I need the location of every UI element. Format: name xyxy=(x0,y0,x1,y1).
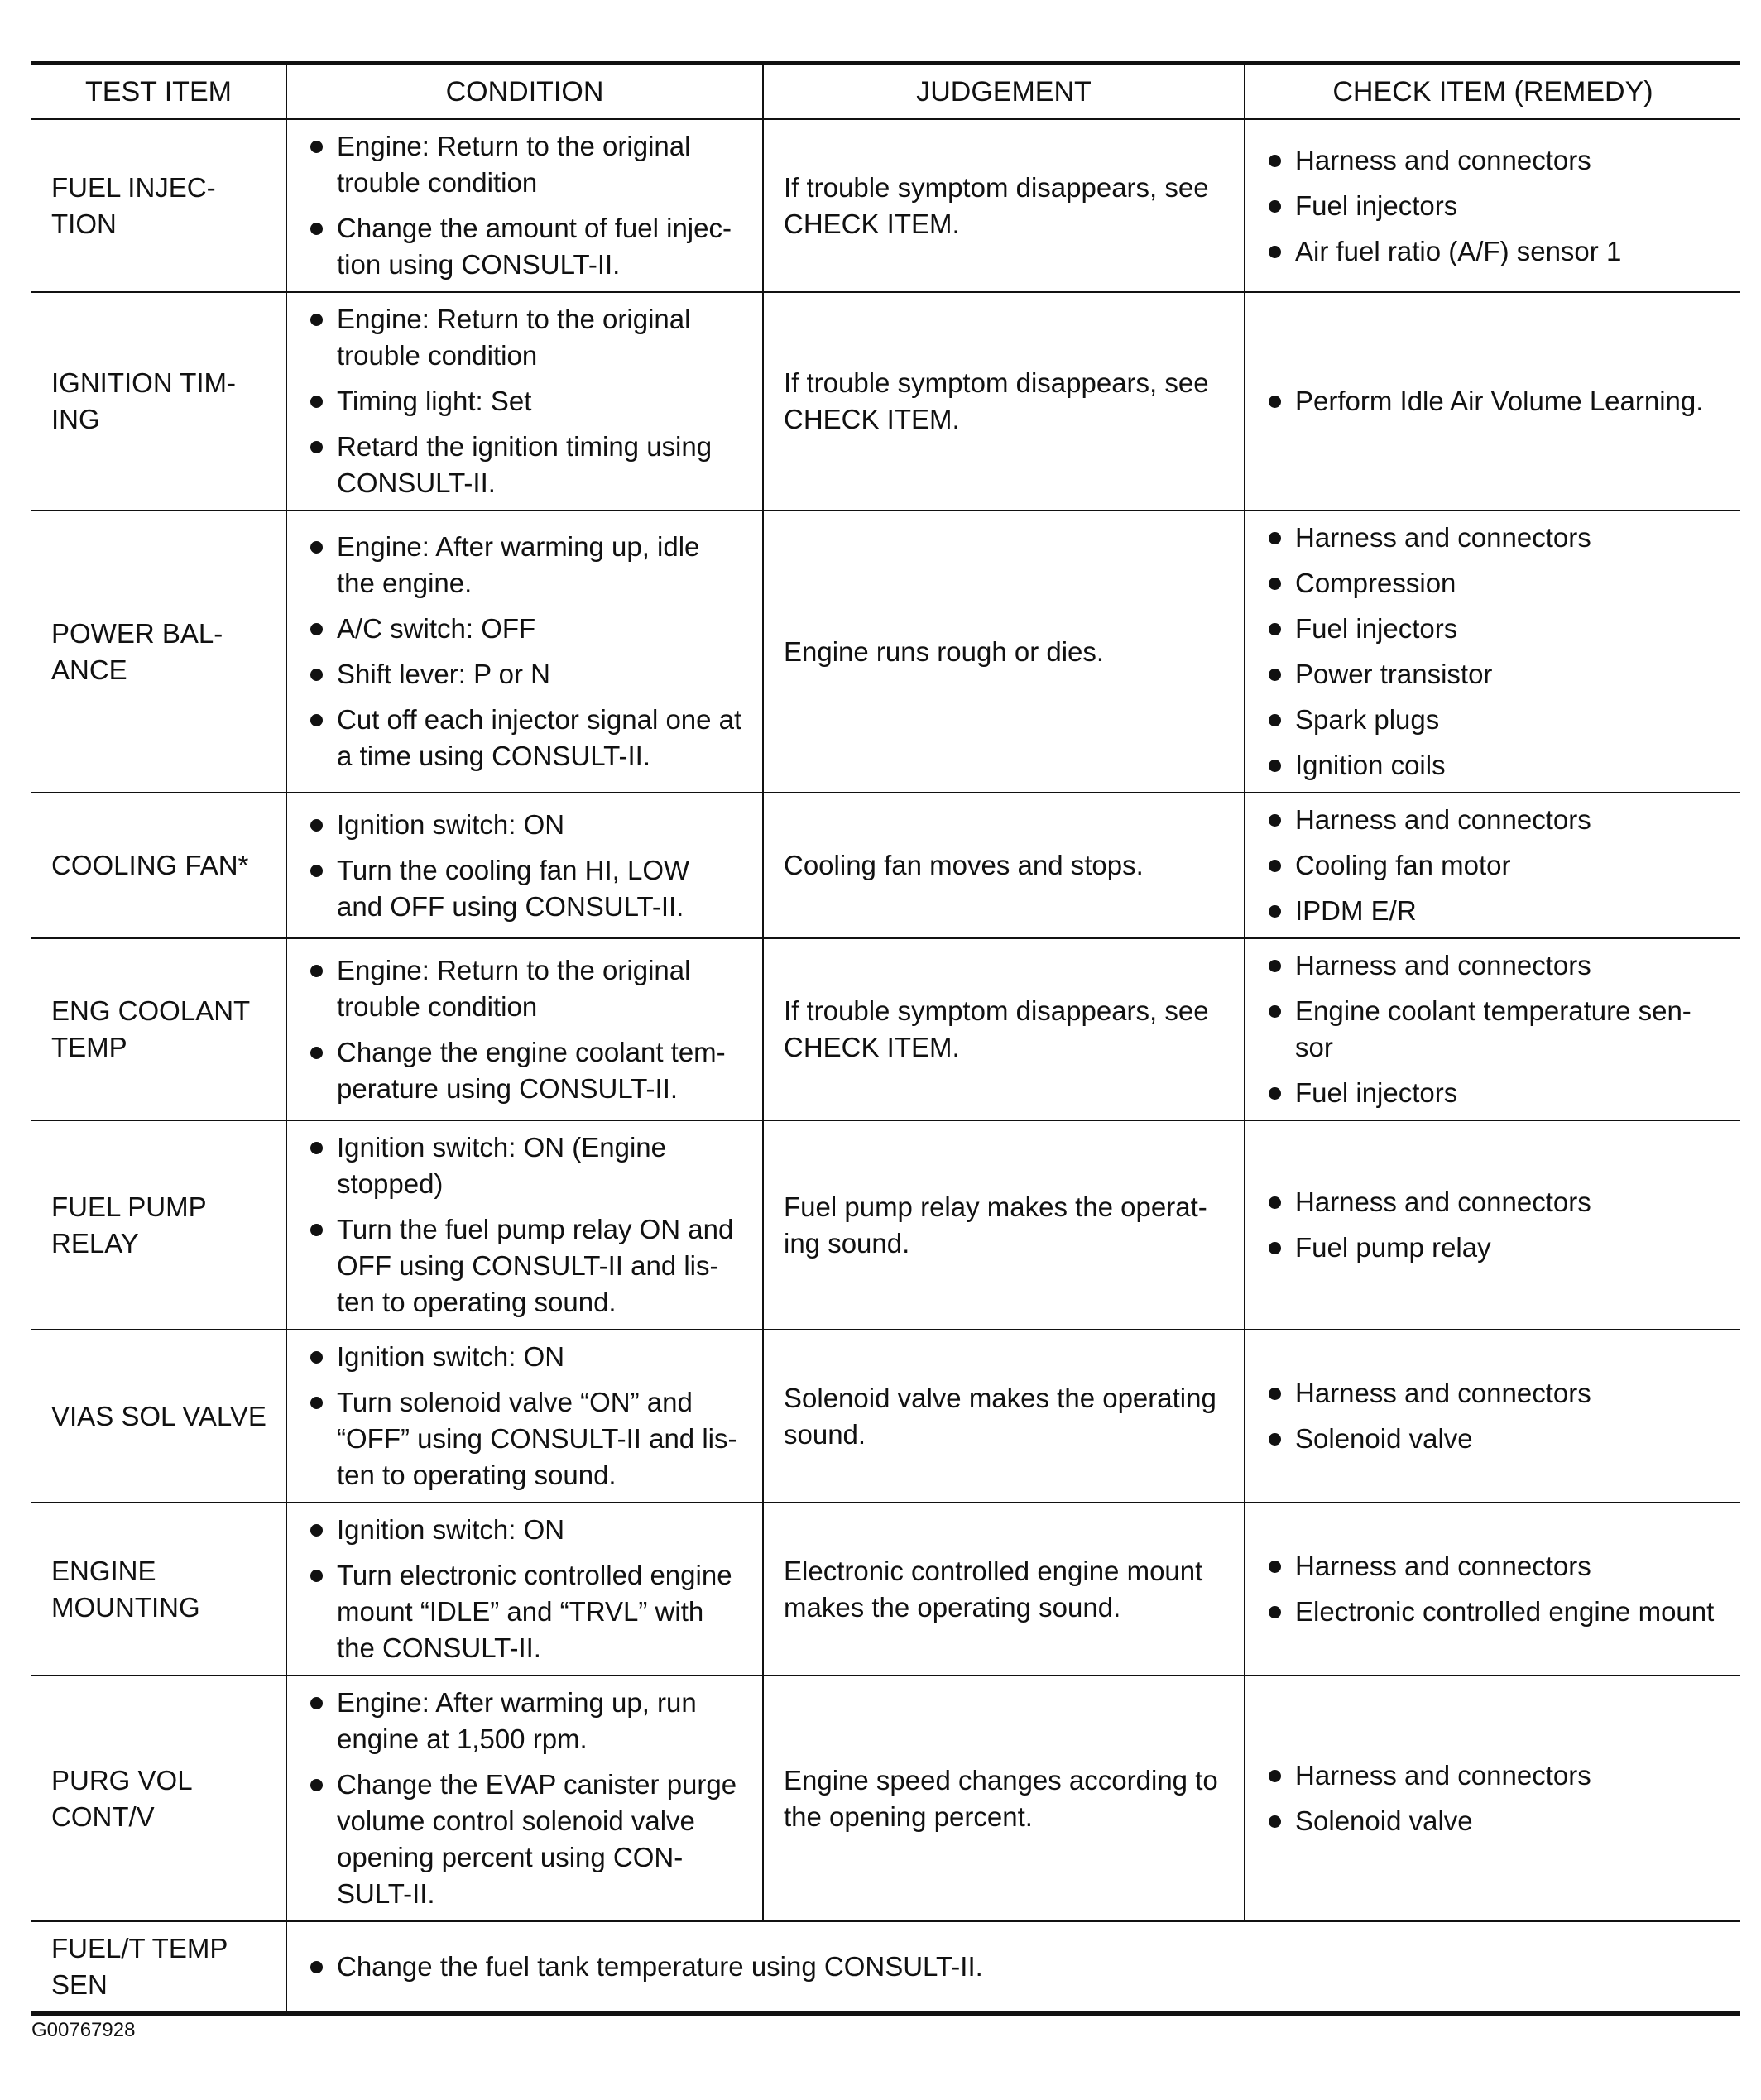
bullet-icon xyxy=(1269,246,1281,258)
bullet-text: Ignition coils xyxy=(1295,750,1446,780)
condition-cell xyxy=(286,1120,763,1330)
bullet-text: Spark plugs xyxy=(1295,704,1440,735)
bullet-text: Cut off each injector signal one at a time using CONSULT-II. xyxy=(337,704,742,771)
bullet-text: Ignition switch: ON xyxy=(337,808,565,840)
check-item-list xyxy=(1265,1375,1720,1457)
bullet-item xyxy=(307,1211,742,1321)
judgement-text: If trouble symptom disappears, see CHECK ITEM. xyxy=(784,995,1209,1062)
header-row xyxy=(31,64,1740,120)
bullet-icon xyxy=(310,441,323,453)
check-item-list xyxy=(1265,142,1720,270)
bullet-item xyxy=(1265,1230,1720,1266)
condition-cell xyxy=(286,511,763,793)
bullet-item xyxy=(307,1339,742,1375)
judgement-cell xyxy=(763,793,1245,938)
bullet-text: Power transistor xyxy=(1295,659,1493,689)
bullet-item xyxy=(307,1949,1720,1985)
condition-cell xyxy=(286,1921,1740,2014)
test-item-cell xyxy=(31,1330,286,1503)
check-item-list xyxy=(1265,1548,1720,1630)
bullet-item xyxy=(1265,947,1720,984)
bullet-item xyxy=(307,383,742,420)
check-item-cell xyxy=(1245,1503,1740,1676)
table-body xyxy=(31,119,1740,2014)
check-item-list xyxy=(1265,802,1720,929)
judgement-cell xyxy=(763,1120,1245,1330)
test-item-label: ENGINE MOUNTING xyxy=(51,1555,200,1623)
table-row xyxy=(31,1120,1740,1330)
bullet-text: Compression xyxy=(1295,568,1456,598)
bullet-item xyxy=(307,529,742,602)
header-check-item: CHECK ITEM (REMEDY) xyxy=(1245,64,1740,120)
bullet-item xyxy=(1265,1803,1720,1839)
bullet-icon xyxy=(1269,578,1281,590)
bullet-item xyxy=(1265,1075,1720,1111)
judgement-text: Electronic controlled engine mount makes the operating sound. xyxy=(784,1555,1203,1623)
condition-cell xyxy=(286,1330,763,1503)
judgement-text: Engine runs rough or dies. xyxy=(784,635,1105,667)
table-row xyxy=(31,1921,1740,2014)
check-item-cell xyxy=(1245,938,1740,1120)
judgement-cell xyxy=(763,1330,1245,1503)
bullet-item xyxy=(1265,1548,1720,1585)
condition-list xyxy=(307,529,742,774)
check-item-cell xyxy=(1245,1120,1740,1330)
condition-cell xyxy=(286,938,763,1120)
check-item-list xyxy=(1265,383,1720,420)
bullet-text: Engine: Return to the original trouble condition xyxy=(337,954,691,1022)
bullet-item xyxy=(1265,383,1720,420)
condition-cell xyxy=(286,793,763,938)
bullet-text: Fuel injectors xyxy=(1295,613,1458,644)
bullet-text: Ignition switch: ON xyxy=(337,1514,565,1545)
bullet-item xyxy=(1265,747,1720,784)
condition-list xyxy=(307,1685,742,1912)
judgement-cell xyxy=(763,1503,1245,1676)
bullet-icon xyxy=(310,1224,323,1236)
bullet-text: Solenoid valve xyxy=(1295,1423,1473,1454)
bullet-item xyxy=(1265,1757,1720,1794)
bullet-item xyxy=(1265,611,1720,647)
condition-cell xyxy=(286,292,763,511)
bullet-icon xyxy=(1269,860,1281,872)
bullet-icon xyxy=(310,714,323,726)
bullet-item xyxy=(307,656,742,693)
bullet-item xyxy=(1265,847,1720,884)
test-item-label: COOLING FAN* xyxy=(51,850,249,880)
bullet-text: Air fuel ratio (A/F) sensor 1 xyxy=(1295,235,1622,266)
test-item-label: PURG VOL CONT/V xyxy=(51,1764,193,1832)
test-table-container xyxy=(31,61,1740,2016)
bullet-icon xyxy=(310,141,323,153)
condition-list xyxy=(307,1949,1720,1985)
bullet-text: Harness and connectors xyxy=(1295,1187,1591,1217)
table-row xyxy=(31,119,1740,292)
condition-list xyxy=(307,952,742,1107)
test-item-label: ENG COOLANT TEMP xyxy=(51,995,251,1062)
bullet-text: Turn electronic controlled engine mount “IDLE” and “TRVL” with the CONSULT-II. xyxy=(337,1560,732,1663)
judgement-text: Fuel pump relay makes the operat-ing sound. xyxy=(784,1191,1207,1259)
bullet-icon xyxy=(310,1570,323,1582)
bullet-item xyxy=(307,210,742,283)
bullet-item xyxy=(1265,1421,1720,1457)
check-item-cell xyxy=(1245,1330,1740,1503)
bullet-item xyxy=(307,611,742,647)
bullet-text: Harness and connectors xyxy=(1295,1551,1591,1581)
condition-list xyxy=(307,1512,742,1666)
bullet-item xyxy=(1265,656,1720,693)
bullet-icon xyxy=(310,1047,323,1059)
bullet-item xyxy=(307,1557,742,1666)
test-item-cell xyxy=(31,1676,286,1921)
bullet-text: Harness and connectors xyxy=(1295,1760,1591,1791)
table-row xyxy=(31,1503,1740,1676)
bullet-text: Fuel injectors xyxy=(1295,189,1458,221)
condition-cell xyxy=(286,119,763,292)
bullet-item xyxy=(1265,993,1720,1066)
check-item-list xyxy=(1265,1757,1720,1839)
bullet-text: Engine: Return to the original trouble condition xyxy=(337,304,691,371)
bullet-text: A/C switch: OFF xyxy=(337,613,536,644)
judgement-cell xyxy=(763,1676,1245,1921)
bullet-item xyxy=(307,952,742,1025)
bullet-text: Retard the ignition timing using CONSULT-II. xyxy=(337,431,713,498)
condition-list xyxy=(307,128,742,283)
bullet-text: Cooling fan motor xyxy=(1295,850,1511,880)
condition-list xyxy=(307,1339,742,1493)
bullet-text: Change the fuel tank temperature using CONSULT-II. xyxy=(337,1951,983,1982)
bullet-text: Turn the cooling fan HI, LOW and OFF using CONSULT-II. xyxy=(337,854,690,922)
bullet-icon xyxy=(310,396,323,408)
table-row xyxy=(31,511,1740,793)
bullet-item xyxy=(307,852,742,925)
header-condition: CONDITION xyxy=(286,64,763,120)
bullet-item xyxy=(1265,233,1720,270)
judgement-cell xyxy=(763,292,1245,511)
bullet-item xyxy=(307,702,742,774)
table-row xyxy=(31,292,1740,511)
check-item-cell xyxy=(1245,119,1740,292)
table-row xyxy=(31,938,1740,1120)
test-item-label: POWER BAL- ANCE xyxy=(51,617,223,685)
bullet-icon xyxy=(310,1351,323,1364)
check-item-list xyxy=(1265,1184,1720,1266)
bullet-text: Shift lever: P or N xyxy=(337,659,550,689)
bullet-text: Change the amount of fuel injec-tion using CONSULT-II. xyxy=(337,213,732,280)
bullet-item xyxy=(1265,188,1720,224)
bullet-icon xyxy=(310,819,323,832)
bullet-item xyxy=(307,1512,742,1548)
bullet-icon xyxy=(310,965,323,977)
bullet-icon xyxy=(1269,1606,1281,1618)
bullet-item xyxy=(307,128,742,201)
bullet-text: Harness and connectors xyxy=(1295,144,1591,175)
bullet-text: Solenoid valve xyxy=(1295,1805,1473,1836)
bullet-icon xyxy=(1269,960,1281,972)
bullet-item xyxy=(1265,1375,1720,1412)
bullet-text: Harness and connectors xyxy=(1295,522,1591,553)
test-item-cell xyxy=(31,1921,286,2014)
condition-list xyxy=(307,301,742,501)
bullet-icon xyxy=(1269,1815,1281,1828)
test-item-cell xyxy=(31,793,286,938)
test-item-cell xyxy=(31,1503,286,1676)
bullet-icon xyxy=(1269,1433,1281,1446)
table-row xyxy=(31,1676,1740,1921)
judgement-cell xyxy=(763,938,1245,1120)
test-item-label: VIAS SOL VALVE xyxy=(51,1400,266,1431)
judgement-text: If trouble symptom disappears, see CHECK ITEM. xyxy=(784,367,1209,434)
bullet-text: Harness and connectors xyxy=(1295,950,1591,980)
bullet-item xyxy=(1265,565,1720,602)
bullet-icon xyxy=(310,1142,323,1154)
bullet-icon xyxy=(1269,669,1281,681)
bullet-item xyxy=(1265,1594,1720,1630)
bullet-icon xyxy=(1269,814,1281,827)
bullet-item xyxy=(307,1384,742,1493)
header-judgement: JUDGEMENT xyxy=(763,64,1245,120)
bullet-item xyxy=(1265,702,1720,738)
bullet-text: Engine: After warming up, run engine at 1,500 rpm. xyxy=(337,1687,697,1754)
bullet-item xyxy=(307,1685,742,1757)
bullet-icon xyxy=(1269,1087,1281,1100)
test-item-label: IGNITION TIM- ING xyxy=(51,367,237,434)
test-item-cell xyxy=(31,292,286,511)
bullet-icon xyxy=(310,1524,323,1537)
bullet-icon xyxy=(1269,905,1281,918)
judgement-text: Solenoid valve makes the operating sound. xyxy=(784,1382,1216,1450)
bullet-icon xyxy=(1269,1242,1281,1254)
bullet-item xyxy=(307,807,742,843)
bullet-text: Harness and connectors xyxy=(1295,1378,1591,1408)
condition-cell xyxy=(286,1676,763,1921)
check-item-cell xyxy=(1245,793,1740,938)
bullet-icon xyxy=(1269,1005,1281,1018)
test-item-label: FUEL PUMP RELAY xyxy=(51,1191,207,1259)
judgement-text: Cooling fan moves and stops. xyxy=(784,850,1144,880)
bullet-text: Fuel injectors xyxy=(1295,1077,1458,1108)
bullet-icon xyxy=(1269,623,1281,635)
bullet-text: Turn solenoid valve “ON” and “OFF” using CONSULT-II and lis-ten to operating sound. xyxy=(337,1387,737,1490)
bullet-text: Perform Idle Air Volume Learning. xyxy=(1295,386,1704,416)
check-item-list xyxy=(1265,947,1720,1111)
bullet-icon xyxy=(310,623,323,635)
bullet-text: Electronic controlled engine mount xyxy=(1295,1596,1715,1627)
bullet-item xyxy=(1265,893,1720,929)
check-item-cell xyxy=(1245,1676,1740,1921)
bullet-item xyxy=(307,429,742,501)
header-test-item: TEST ITEM xyxy=(31,64,286,120)
check-item-cell xyxy=(1245,511,1740,793)
test-item-label: FUEL INJEC- TION xyxy=(51,171,216,239)
bullet-text: Engine coolant temperature sen-sor xyxy=(1295,995,1691,1062)
bullet-icon xyxy=(1269,760,1281,772)
test-item-cell xyxy=(31,1120,286,1330)
active-test-table xyxy=(31,61,1740,2016)
judgement-cell xyxy=(763,511,1245,793)
bullet-text: IPDM E/R xyxy=(1295,895,1417,926)
bullet-text: Turn the fuel pump relay ON and OFF using CONSULT-II and lis-ten to operating sound. xyxy=(337,1214,734,1317)
bullet-item xyxy=(1265,1184,1720,1220)
figure-id: G00767928 xyxy=(31,2019,136,2041)
bullet-icon xyxy=(310,865,323,877)
bullet-item xyxy=(307,1767,742,1912)
test-item-cell xyxy=(31,119,286,292)
bullet-icon xyxy=(310,1779,323,1791)
judgement-cell xyxy=(763,119,1245,292)
bullet-text: Engine: Return to the original trouble condition xyxy=(337,131,691,198)
judgement-text: Engine speed changes according to the opening percent. xyxy=(784,1764,1218,1832)
bullet-item xyxy=(1265,802,1720,838)
bullet-icon xyxy=(1269,396,1281,408)
bullet-item xyxy=(307,1129,742,1202)
test-item-cell xyxy=(31,938,286,1120)
bullet-item xyxy=(1265,520,1720,556)
condition-list xyxy=(307,1129,742,1321)
bullet-text: Engine: After warming up, idle the engine. xyxy=(337,531,700,598)
bullet-icon xyxy=(310,223,323,235)
bullet-icon xyxy=(1269,1196,1281,1209)
bullet-icon xyxy=(310,1961,323,1973)
bullet-text: Ignition switch: ON xyxy=(337,1341,565,1372)
judgement-text: If trouble symptom disappears, see CHECK ITEM. xyxy=(784,171,1209,239)
bullet-icon xyxy=(310,314,323,326)
condition-cell xyxy=(286,1503,763,1676)
bullet-icon xyxy=(310,1697,323,1709)
bullet-text: Ignition switch: ON (Engine stopped) xyxy=(337,1132,667,1199)
table-row xyxy=(31,1330,1740,1503)
bullet-text: Harness and connectors xyxy=(1295,804,1591,835)
bullet-text: Change the engine coolant tem-perature using CONSULT-II. xyxy=(337,1036,726,1104)
bullet-icon xyxy=(1269,1388,1281,1400)
bullet-icon xyxy=(1269,1770,1281,1782)
test-item-cell xyxy=(31,511,286,793)
bullet-text: Fuel pump relay xyxy=(1295,1232,1491,1263)
bullet-icon xyxy=(1269,155,1281,167)
test-item-label: FUEL/T TEMP SEN xyxy=(51,1933,228,2000)
check-item-list xyxy=(1265,520,1720,784)
bullet-icon xyxy=(1269,714,1281,726)
bullet-icon xyxy=(1269,1561,1281,1573)
bullet-text: Timing light: Set xyxy=(337,386,532,416)
check-item-cell xyxy=(1245,292,1740,511)
bullet-icon xyxy=(310,541,323,554)
bullet-item xyxy=(1265,142,1720,179)
bullet-icon xyxy=(1269,200,1281,213)
bullet-icon xyxy=(1269,532,1281,544)
bullet-icon xyxy=(310,1397,323,1409)
condition-list xyxy=(307,807,742,925)
bullet-item xyxy=(307,301,742,374)
bullet-text: Change the EVAP canister purge volume control solenoid valve opening percent using CON-SULT-II. xyxy=(337,1769,737,1909)
bullet-item xyxy=(307,1034,742,1107)
table-row xyxy=(31,793,1740,938)
bullet-icon xyxy=(310,669,323,681)
